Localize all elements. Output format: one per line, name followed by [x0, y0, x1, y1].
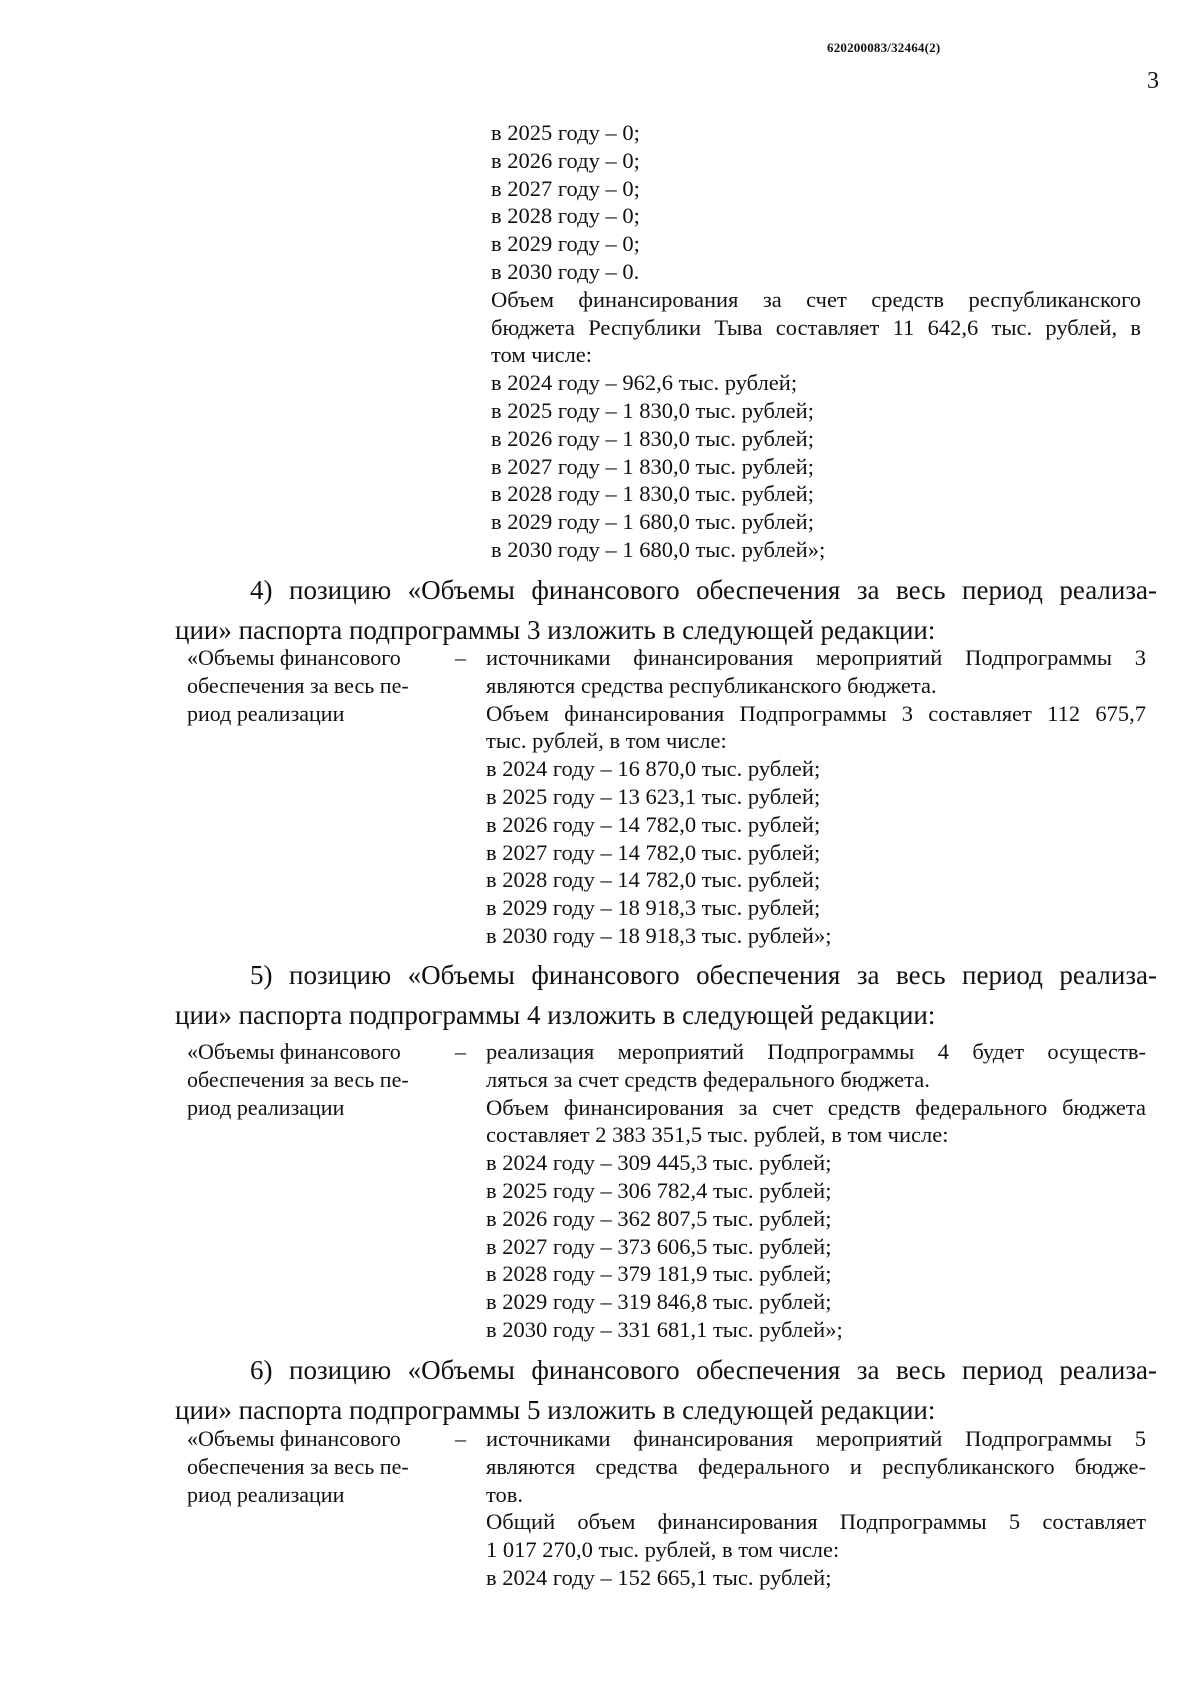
row-content — [486, 644, 1146, 950]
paragraph-6 — [175, 1350, 1157, 1430]
year-line: в 2029 году – 319 846,8 тыс. рублей; — [486, 1289, 832, 1315]
paragraph-line: ции» паспорта подпрограммы 4 изложить в следующей редакции: — [175, 1000, 936, 1030]
document-id: 620200083/32464(2) — [827, 40, 941, 55]
label-line: обеспечения за весь пе- — [187, 672, 409, 698]
year-line: в 2027 году – 14 782,0 тыс. рублей; — [486, 839, 821, 865]
year-line: в 2029 году – 0; — [491, 231, 640, 257]
year-line: в 2028 году – 379 181,9 тыс. рублей; — [486, 1261, 832, 1287]
label-line: «Объемы финансового — [187, 1426, 401, 1451]
year-line: в 2024 году – 16 870,0 тыс. рублей; — [486, 756, 821, 782]
year-line: в 2030 году – 331 681,1 тыс. рублей»; — [486, 1316, 843, 1342]
year-line: в 2026 году – 1 830,0 тыс. рублей; — [491, 425, 814, 451]
label-line: риод реализации — [187, 1094, 345, 1120]
row-label — [187, 644, 442, 727]
year-line: в 2026 году – 362 807,5 тыс. рублей; — [486, 1205, 832, 1231]
year-line: в 2025 году – 0; — [491, 120, 640, 145]
year-line: в 2025 году – 1 830,0 тыс. рублей; — [491, 397, 814, 423]
row-content — [486, 1425, 1146, 1592]
content-line: 1 017 270,0 тыс. рублей, в том числе: — [486, 1537, 840, 1563]
paragraph-line: ции» паспорта подпрограммы 5 изложить в следующей редакции: — [175, 1395, 936, 1425]
content-line: являются средства республиканского бюджета. — [486, 672, 937, 698]
content-line: реализация мероприятий Подпрограммы 4 будет осуществ- — [486, 1039, 1146, 1064]
label-line: обеспечения за весь пе- — [187, 1453, 409, 1479]
label-line: обеспечения за весь пе- — [187, 1066, 409, 1092]
row-dash: – — [455, 1426, 466, 1451]
paragraph-5 — [175, 955, 1157, 1035]
content-line: источниками финансирования мероприятий Подпрограммы 3 — [486, 645, 1146, 670]
row-content — [486, 1038, 1146, 1344]
year-line: в 2029 году – 18 918,3 тыс. рублей; — [486, 895, 821, 921]
row-label — [187, 1425, 442, 1508]
content-line: Общий объем финансирования Подпрограммы 5 составляет — [486, 1509, 1146, 1535]
row-dash: – — [455, 1039, 466, 1064]
label-line: «Объемы финансового — [187, 645, 401, 670]
volume-text-line: Объем финансирования за счет средств республиканского — [491, 286, 1141, 312]
year-line: в 2026 году – 14 782,0 тыс. рублей; — [486, 811, 821, 837]
year-line: в 2028 году – 1 830,0 тыс. рублей; — [491, 481, 814, 507]
content-line: являются средства федерального и республиканского бюдже- — [486, 1453, 1146, 1479]
year-line: в 2027 году – 0; — [491, 175, 640, 201]
year-line: в 2027 году – 373 606,5 тыс. рублей; — [486, 1233, 832, 1259]
paragraph-line: 6) позицию «Объемы финансового обеспечения за весь период реализа- — [250, 1355, 1157, 1385]
year-line: в 2025 году – 306 782,4 тыс. рублей; — [486, 1177, 832, 1203]
label-line: «Объемы финансового — [187, 1039, 401, 1064]
year-line: в 2024 году – 152 665,1 тыс. рублей; — [486, 1564, 832, 1590]
year-line: в 2024 году – 962,6 тыс. рублей; — [491, 370, 798, 396]
content-line: источниками финансирования мероприятий Подпрограммы 5 — [486, 1426, 1146, 1451]
row-label — [187, 1038, 442, 1121]
volume-text-line: бюджета Республики Тыва составляет 11 642,6 тыс. рублей, в — [491, 314, 1141, 340]
content-line: Объем финансирования Подпрограммы 3 составляет 112 675,7 — [486, 700, 1146, 726]
year-line: в 2026 году – 0; — [491, 147, 640, 173]
page-number: 3 — [1147, 68, 1159, 94]
paragraph-4 — [175, 570, 1157, 650]
content-line: ляться за счет средств федерального бюджета. — [486, 1066, 930, 1092]
content-line: составляет 2 383 351,5 тыс. рублей, в том числе: — [486, 1122, 949, 1148]
year-line: в 2029 году – 1 680,0 тыс. рублей; — [491, 509, 814, 535]
content-line: Объем финансирования за счет средств федерального бюджета — [486, 1094, 1146, 1120]
label-line: риод реализации — [187, 1481, 345, 1507]
content-line: тыс. рублей, в том числе: — [486, 728, 727, 754]
volume-text-line: том числе: — [491, 342, 593, 368]
year-line: в 2030 году – 18 918,3 тыс. рублей»; — [486, 922, 832, 948]
year-line: в 2028 году – 0; — [491, 203, 640, 229]
content-line: тов. — [486, 1481, 524, 1507]
row-dash: – — [455, 645, 466, 670]
year-line: в 2028 году – 14 782,0 тыс. рублей; — [486, 867, 821, 893]
label-line: риод реализации — [187, 700, 345, 726]
year-line: в 2025 году – 13 623,1 тыс. рублей; — [486, 783, 821, 809]
top-continuation-block — [491, 119, 1141, 564]
year-line: в 2024 году – 309 445,3 тыс. рублей; — [486, 1150, 832, 1176]
paragraph-line: ции» паспорта подпрограммы 3 изложить в следующей редакции: — [175, 615, 936, 645]
year-line: в 2030 году – 0. — [491, 258, 640, 284]
year-line: в 2027 году – 1 830,0 тыс. рублей; — [491, 453, 814, 479]
year-line: в 2030 году – 1 680,0 тыс. рублей»; — [491, 536, 826, 562]
paragraph-line: 5) позицию «Объемы финансового обеспечения за весь период реализа- — [250, 960, 1157, 990]
paragraph-line: 4) позицию «Объемы финансового обеспечения за весь период реализа- — [250, 575, 1157, 605]
